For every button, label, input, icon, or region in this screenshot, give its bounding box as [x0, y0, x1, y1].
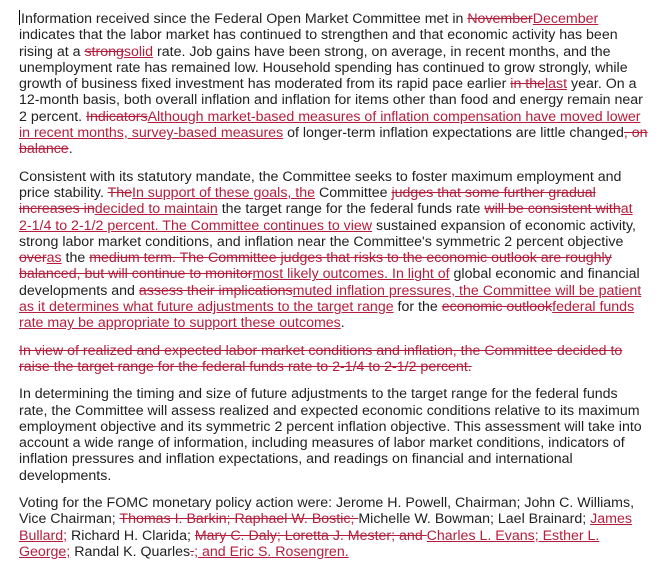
body-text: In determining the timing and size of future adjustments to the target range for the federal funds rate, the Committee will assess realized and expected economic conditions relative to its maximum employment objective and its symmetric 2 percent inflation objective. This assessment will take into account a wide range of information, including measures of labor market conditions, indicators of inflation pressures and inflation expectations, and readings on financial and international developments. — [19, 386, 642, 484]
inserted-text: In support of these goals, the — [132, 184, 316, 201]
deleted-text: The — [107, 184, 133, 201]
deleted-text: , on balance — [19, 125, 648, 158]
body-text: for the — [393, 299, 442, 316]
deleted-text: economic outlook — [441, 299, 553, 316]
body-text: Randal K. Quarles — [70, 543, 191, 560]
body-text: of longer-term inflation expectations are little changed — [283, 125, 624, 142]
deleted-text: Thomas I. Barkin; Raphael W. Bostic; — [119, 511, 359, 528]
body-text: Consistent with its statutory mandate, the Committee seeks to foster maximum employment and price stability. — [19, 168, 622, 201]
body-text: Committee — [315, 184, 392, 201]
inserted-text: at 2-1/4 to 2-1/2 percent. The Committee continues to view — [19, 201, 633, 234]
inserted-text: decided to maintain — [94, 201, 218, 218]
paragraph-2[interactable] — [19, 169, 649, 332]
deleted-text: assess their implications — [138, 282, 293, 299]
body-text: Information received since the Federal Open Market Committee met in — [21, 11, 468, 27]
inserted-text: December — [532, 11, 599, 27]
inserted-text: ; and Eric S. Rosengren. — [194, 543, 349, 560]
deleted-text: will be consistent with — [484, 201, 621, 218]
text-cursor — [19, 10, 20, 25]
inserted-text: James Bullard; — [19, 511, 632, 544]
deleted-text: in the — [510, 76, 546, 93]
body-text: Voting for the FOMC monetary policy action were: Jerome H. Powell, Chairman; John C. Williams, Vice Chairman; — [19, 495, 635, 528]
paragraph-1[interactable] — [19, 10, 649, 158]
deleted-text: over — [19, 250, 47, 267]
body-text: the — [61, 250, 90, 267]
body-text: . — [68, 141, 73, 158]
body-text: . — [340, 315, 345, 332]
body-text: year. On a 12-month basis, both overall inflation and inflation for items other than food and energy remain near 2 percent. — [19, 76, 643, 125]
inserted-text: solid — [123, 43, 154, 60]
paragraph-3[interactable] — [19, 343, 649, 376]
inserted-text: federal funds rate may be appropriate to support these outcomes — [19, 299, 635, 332]
deleted-text: . — [190, 543, 195, 560]
body-text: the target range for the federal funds rate — [217, 201, 485, 218]
deleted-text: judges that some further gradual increases in — [19, 184, 596, 218]
body-text: global economic and financial developments and — [19, 266, 640, 299]
body-text: sustained expansion of economic activity, strong labor market conditions, and inflation near the Committee's symmetric 2 percent objective — [19, 217, 636, 250]
deleted-text: November — [467, 11, 533, 27]
inserted-text: most likely outcomes. In light of — [252, 266, 450, 283]
inserted-text: muted inflation pressures, the Committee will be patient as it determines what future adjustments to the target range — [19, 282, 642, 316]
deleted-text: medium term. The Committee judges that risks to the economic outlook are roughly balanced, but will continue to monitor — [19, 250, 612, 283]
inserted-text: as — [46, 250, 62, 267]
deleted-text: In view of realized and expected labor market conditions and inflation, the Committee decided to raise the target range for the federal funds rate to 2-1/4 to 2-1/2 percent. — [19, 342, 623, 375]
paragraph-5[interactable] — [19, 495, 649, 560]
inserted-text: last — [545, 76, 568, 93]
body-text: rate. Job gains have been strong, on average, in recent months, and the unemployment rate has remained low. Household spending has continued to grow strongly, while growth of business fixed investment has moderated from its rapid pace earlier — [19, 43, 628, 93]
body-text: Michelle W. Bowman; Lael Brainard; — [358, 511, 591, 528]
deleted-text: Indicators — [86, 108, 148, 125]
body-text: Richard H. Clarida; — [67, 527, 195, 544]
deleted-text: strong — [84, 43, 124, 60]
document-body[interactable] — [19, 10, 649, 571]
inserted-text: Although market-based measures of inflation compensation have moved lower in recent months, survey-based measures — [19, 108, 641, 142]
deleted-text: Mary C. Daly; Loretta J. Mester; and — [194, 527, 427, 544]
inserted-text: Charles L. Evans; Esther L. George; — [19, 527, 600, 560]
body-text: indicates that the labor market has continued to strengthen and that economic activity has been rising at a — [19, 27, 618, 60]
paragraph-4[interactable] — [19, 386, 649, 484]
